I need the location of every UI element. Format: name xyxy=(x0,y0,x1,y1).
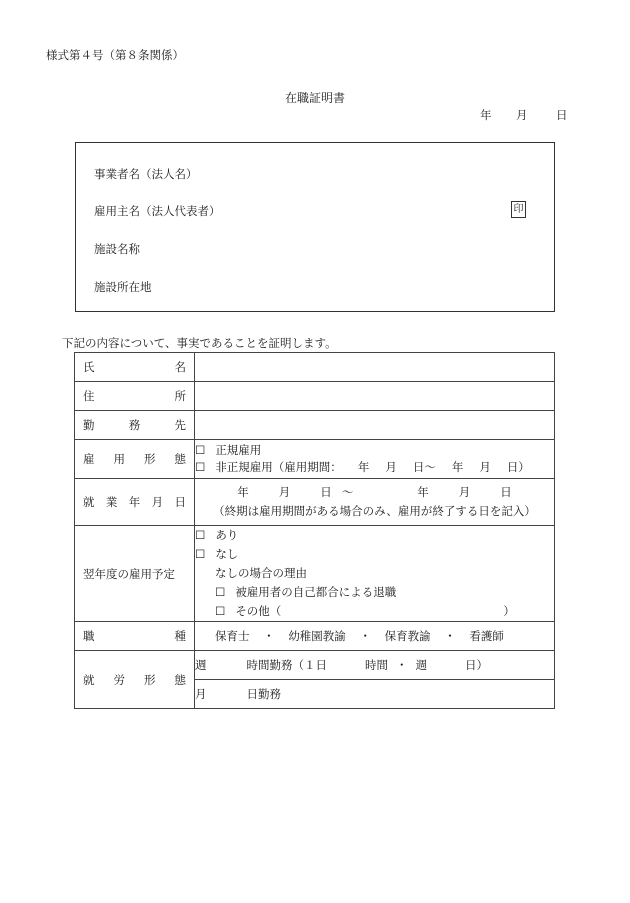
name-label: 氏 名 xyxy=(75,353,195,382)
work-style-monthly-field[interactable]: 月 日勤務 xyxy=(195,680,555,709)
work-style-label: 就 労 形 態 xyxy=(75,651,195,709)
employment-period-field[interactable]: 年 月 日 ～ 年 月 日 （終期は雇用期間がある場合のみ、雇用が終了する日を記入） xyxy=(195,479,555,526)
form-number: 様式第４号（第８条関係） xyxy=(46,48,184,62)
checkbox-reason-other[interactable]: ☐ xyxy=(215,604,226,618)
date-month-label: 月 xyxy=(516,108,528,122)
table-row-work-style-weekly xyxy=(75,651,555,680)
job-option-nurse[interactable]: 看護師 xyxy=(469,629,504,643)
company-name-label: 事業者名（法人名） xyxy=(94,167,198,181)
checkbox-regular[interactable]: ☐ xyxy=(195,443,206,457)
employer-name-label: 雇用主名（法人代表者） xyxy=(94,204,221,218)
certification-statement: 下記の内容について、事実であることを証明します。 xyxy=(62,336,337,350)
work-style-weekly-field[interactable]: 週 時間勤務（１日 時間 ・ 週 日） xyxy=(195,651,555,680)
certificate-table xyxy=(74,352,555,709)
checkbox-reason-self[interactable]: ☐ xyxy=(215,585,226,599)
address-label: 住 所 xyxy=(75,382,195,411)
option-reason-other[interactable]: ☐ その他（ ） xyxy=(195,602,554,621)
employment-period-note: （終期は雇用期間がある場合のみ、雇用が終了する日を記入） xyxy=(213,504,536,518)
option-no[interactable]: ☐ なし xyxy=(195,545,554,564)
checkbox-nonregular[interactable]: ☐ xyxy=(195,460,206,474)
facility-address-label: 施設所在地 xyxy=(94,280,152,294)
job-type-options: 保育士 ・ 幼稚園教諭 ・ 保育教諭 ・ 看護師 xyxy=(195,622,555,651)
table-row-employment-period xyxy=(75,479,555,526)
employment-type-options xyxy=(195,440,555,479)
job-option-nursery-teacher[interactable]: 保育教諭 xyxy=(384,629,431,643)
option-nonregular[interactable]: ☐ 非正規雇用（雇用期間： 年 月 日～ 年 月 日） xyxy=(195,460,530,474)
table-row-workplace xyxy=(75,411,555,440)
date-day-label: 日 xyxy=(556,108,568,122)
reason-label: なしの場合の理由 xyxy=(215,566,307,580)
option-yes[interactable]: ☐ あり xyxy=(195,526,554,545)
date-year-label: 年 xyxy=(480,108,492,122)
facility-name-label: 施設名称 xyxy=(94,242,140,256)
option-reason-self[interactable]: ☐ 被雇用者の自己都合による退職 xyxy=(195,583,554,602)
table-row-next-year xyxy=(75,526,555,622)
workplace-field[interactable] xyxy=(195,411,555,440)
next-year-plan-options xyxy=(195,526,555,622)
name-field[interactable] xyxy=(195,353,555,382)
employment-type-label: 雇 用 形 態 xyxy=(75,440,195,479)
checkbox-no[interactable]: ☐ xyxy=(195,547,206,561)
table-row-name xyxy=(75,353,555,382)
seal-stamp: 印 xyxy=(511,201,526,218)
next-year-plan-label: 翌年度の雇用予定 xyxy=(75,526,195,622)
option-regular[interactable]: ☐ 正規雇用 xyxy=(195,443,262,457)
checkbox-yes[interactable]: ☐ xyxy=(195,528,206,542)
job-type-label: 職 種 xyxy=(75,622,195,651)
job-option-childcare[interactable]: 保育士 xyxy=(215,629,250,643)
address-field[interactable] xyxy=(195,382,555,411)
job-option-kindergarten[interactable]: 幼稚園教諭 xyxy=(288,629,346,643)
table-row-address xyxy=(75,382,555,411)
page-title: 在職証明書 xyxy=(284,91,345,105)
table-row-job-type xyxy=(75,622,555,651)
employment-period-label: 就 業 年 月 日 xyxy=(75,479,195,526)
workplace-label: 勤 務 先 xyxy=(75,411,195,440)
table-row-employment-type xyxy=(75,440,555,479)
employer-box xyxy=(75,142,555,312)
